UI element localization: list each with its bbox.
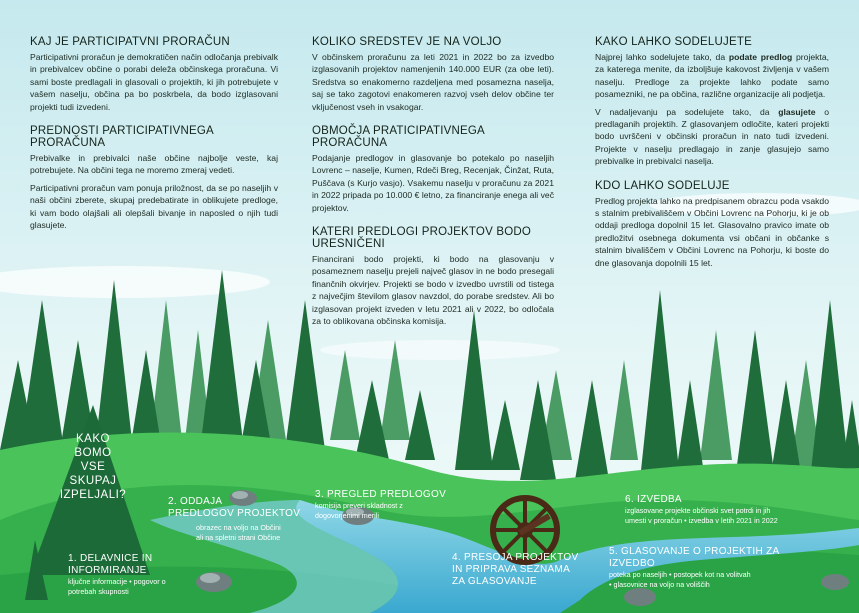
column-right xyxy=(595,36,829,281)
section-how-participate xyxy=(595,36,829,168)
step-6-title: 6. IZVEDBA xyxy=(625,494,682,505)
step-3-desc: komisija preveri skladnost z xyxy=(315,501,403,510)
step-3-desc: dogovorjenimi merili xyxy=(315,510,379,520)
step-5-desc: poteka po naseljih • postopek kot na volitvah xyxy=(609,570,751,579)
text-funds: V občinskem proračunu za leti 2021 in 2022 bo za izvedbo izglasovanih projektov namenjenih 140.000 EUR (za obe leti). Sredstva so enakomerno razdeljena med posamezna naselja, saj se tako zagotovi enakomeren razvoj vseh delov občine ter vključenost vseh in vsakogar. xyxy=(312,52,554,112)
heading-realized: KATERI PREDLOGI PROJEKTOV BODO URESNIČENI xyxy=(312,226,532,251)
heading-areas: OBMOČJA PRATICIPATIVNEGA PRORAČUNA xyxy=(312,125,485,150)
text-advantages-2: Participativni proračun vam ponuja priložnost, da se po naseljih v naši občini zberete, skupaj predebatirate in oblikujete predloge, ki vam bodo olajšali ali olepšali bivanje in naposled o njih tudi glasujete. xyxy=(30,182,278,231)
text-fragment: V nadaljevanju pa sodelujete tako, da xyxy=(595,106,779,117)
text-fragment: o predlaganih projektih. Z glasovanjem odločite, kateri projekti bodo uvrščeni v občinski proračun in nato tudi izvedeni. Projekte v naselju predlagajo in zanje glasujejo samo prebivalke in prebivalci naselja. xyxy=(595,106,829,167)
step-1 xyxy=(68,553,228,596)
section-advantages xyxy=(30,125,278,231)
step-3-title: 3. PREGLED PREDLOGOV xyxy=(315,489,447,500)
step-3 xyxy=(315,489,465,520)
tree-label-line: IZPELJALI? xyxy=(59,489,127,501)
step-5-title: 5. GLASOVANJE O PROJEKTIH ZA IZVEDBO xyxy=(609,546,779,569)
step-2-desc: obrazec na voljo na Občini xyxy=(196,523,281,532)
step-1-title: 1. DELAVNICE IN INFORMIRANJE xyxy=(68,553,153,576)
text-what-is: Participativni proračun je demokratičen način odločanja prebivalk in prebivalcev občine o porabi deleža občinskega proračuna. Vi sami boste predlagali in glasovali o projektih, ki jih potrebujete v vašem naselju, občina pa bo poskrbela, da bodo izglasovani projekti tudi izvedeni. xyxy=(30,52,278,112)
text-how-participate-1 xyxy=(595,51,829,101)
step-4-title: ZA GLASOVANJE xyxy=(452,576,537,587)
section-areas xyxy=(312,125,554,214)
text-who-participate: Predlog projekta lahko na predpisanem obrazcu poda vsakdo s stalnim prebivališčem v Občini Lovrenc na Pohorju, ki je ob oddaji predloga dopolnil 15 let. Glasovalno pravico imate ob predložitvi osebnega dokumenta vsi občani in občanke s stalnim bivališčem v Občini Lovrenc na Pohorju, ki boste do dne glasovanja dopolnili 15 let. xyxy=(595,195,829,268)
text-bold-vote: glasujete xyxy=(778,106,816,117)
tree-label-line: BOMO xyxy=(74,447,112,459)
step-1-desc: ključne informacije • pogovor o xyxy=(68,577,166,586)
tree-label-line: VSE xyxy=(80,461,106,473)
heading-what-is: KAJ JE PARTICIPATVNI PRORAČUN xyxy=(30,36,230,48)
step-2-title: PREDLOGOV PROJEKTOV xyxy=(168,508,301,519)
step-4-title: 4. PRESOJA PROJEKTOV xyxy=(452,552,579,563)
tree-question-label xyxy=(58,432,128,502)
step-2-desc: ali na spletni strani Občine xyxy=(196,532,281,542)
text-fragment: projekta, za katerega menite, da izboljšuje kakovost življenja v vašem naselju. Predloge za projekte lahko podate samo posamezniki, ne pa občina, različne organizacije ali podjetja. xyxy=(595,52,829,100)
step-5-desc: • glasovnice na voljo na voliščih xyxy=(609,579,710,589)
text-areas: Podajanje predlogov in glasovanje bo potekalo po naseljih Lovrenc – naselje, Kumen, Rdeči Breg, Recenjak, Činžat, Ruta, Puščava (s Kurjo vasjo). Vsakemu naselju v proračunu za 2021 in 2022 pripada po 10.000 € letno, za financiranje enega ali več projektov. xyxy=(312,153,554,213)
heading-how-participate: KAKO LAHKO SODELUJETE xyxy=(595,36,752,48)
tree-label-line: KAKO xyxy=(76,433,110,445)
step-2-title: 2. ODDAJA xyxy=(168,496,223,507)
column-left xyxy=(30,36,278,243)
step-1-desc: potrebah skupnosti xyxy=(68,586,129,596)
text-how-participate-2 xyxy=(595,106,829,168)
text-bold-propose: podate predlog xyxy=(728,52,793,62)
section-what-is xyxy=(30,36,278,113)
heading-advantages: PREDNOSTI PARTICIPATIVNEGA PRORAČUNA xyxy=(30,125,214,150)
step-4 xyxy=(452,552,592,588)
heading-funds: KOLIKO SREDSTEV JE NA VOLJO xyxy=(312,36,502,48)
step-6-desc: izglasovane projekte občinski svet potrdi in jih xyxy=(625,506,771,515)
section-who-participate xyxy=(595,180,829,269)
section-funds xyxy=(312,36,554,113)
step-6 xyxy=(625,494,840,525)
step-6-desc: umesti v proračun • izvedba v letih 2021 in 2022 xyxy=(625,515,778,525)
tree-label-line: SKUPAJ xyxy=(69,475,117,487)
step-4-title: IN PRIPRAVA SEZNAMA xyxy=(452,564,571,575)
heading-who-participate: KDO LAHKO SODELUJE xyxy=(595,179,730,192)
column-middle xyxy=(312,36,554,340)
text-fragment: Najprej lahko sodelujete tako, da xyxy=(595,52,729,62)
text-realized: Financirani bodo projekti, ki bodo na glasovanju v posameznem naselju prejeli največ glasov in ne bodo presegali finančnih okvirjev. Projekti se bodo v izvedbo uvrstili od tistega z največjim številom glasov navzdol, do porabe sredstev. Ali bo izglasovan projekt izveden v letu 2021 ali v 2022, bo odločala za to oblikovana občinska komisija. xyxy=(312,254,554,327)
step-5 xyxy=(609,546,819,589)
section-realized xyxy=(312,226,554,327)
step-2 xyxy=(168,496,318,542)
text-advantages-1: Prebivalke in prebivalci naše občine najbolje veste, kaj potrebujete. Na občini tega ne moremo zmeraj vedeti. xyxy=(30,153,278,176)
